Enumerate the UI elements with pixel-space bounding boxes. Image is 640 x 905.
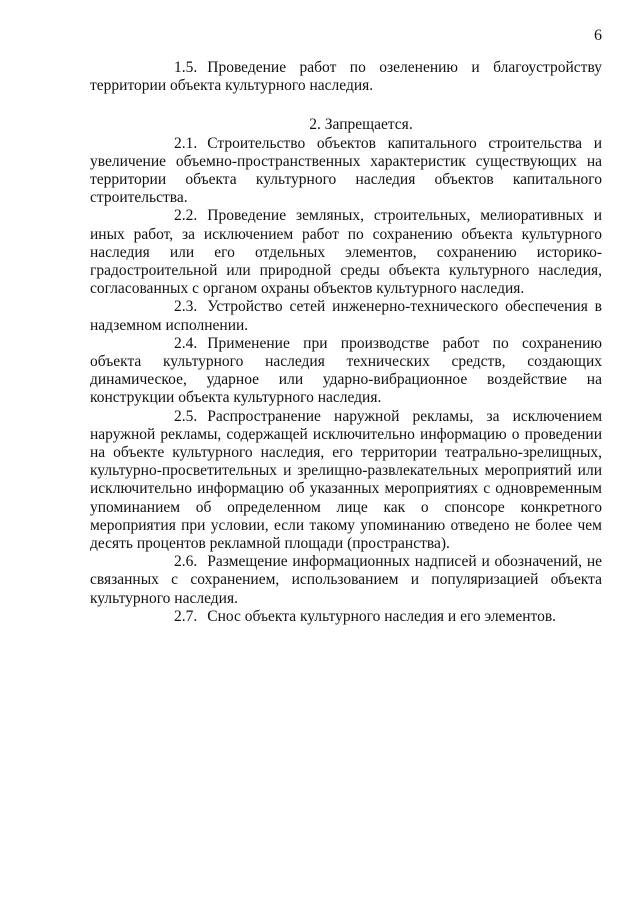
- clause-number: 2.4.: [174, 334, 198, 352]
- clause-2-6: [90, 553, 602, 608]
- clause-number: 2.7.: [174, 607, 198, 625]
- clause-text: Распространение наружной рекламы, за исключением наружной рекламы, содержащей исключительно информацию о проведении на объекте культурного наследия, его территории театрально-зрелищных, культурно-просветительных и зрелищно-развлекательных мероприятий или исключительно информацию об указанных мероприятиях с одновременным упоминанием об определенном лице как о спонсоре конкретного мероприятия при условии, если такому упоминанию отведено не более чем десять процентов рекламной площади (пространства).: [90, 407, 602, 553]
- clause-2-3: [90, 298, 602, 334]
- clause-text: Проведение земляных, строительных, мелиоративных и иных работ, за исключением работ по сохранению объекта культурного наследия или его отдельных элементов, сохранению историко-градостроительной или природной среды объекта культурного наследия, согласованных с органом охраны объектов культурного наследия.: [90, 207, 602, 298]
- page-number: 6: [594, 27, 602, 44]
- clause-1-5: [90, 59, 602, 95]
- clause-number: 2.6.: [174, 553, 198, 571]
- clause-number: 1.5.: [174, 59, 198, 76]
- clause-number: 2.1.: [174, 134, 198, 152]
- clause-number: 2.3.: [174, 298, 198, 316]
- clause-2-7: [90, 608, 602, 626]
- clause-2-5: [90, 408, 602, 554]
- document-body: [90, 59, 602, 626]
- clause-text: Строительство объектов капитального строительства и увеличение объемно-пространственных характеристик существующих на территории объекта культурного наследия объектов капитального строительства.: [90, 134, 602, 207]
- clause-2-1: [90, 135, 602, 208]
- clause-2-4: [90, 335, 602, 408]
- clause-text: Проведение работ по озеленению и благоустройству территории объекта культурного наследия.: [90, 59, 602, 95]
- section-heading: 2. Запрещается.: [309, 116, 413, 134]
- clause-text: Устройство сетей инженерно-технического обеспечения в надземном исполнении.: [90, 298, 602, 334]
- clause-text: Размещение информационных надписей и обозначений, не связанных с сохранением, использованием и популяризацией объекта культурного наследия.: [90, 553, 602, 607]
- clause-number: 2.5.: [174, 407, 198, 425]
- clause-2-2: [90, 207, 602, 298]
- clause-number: 2.2.: [174, 207, 198, 225]
- clause-text: Применение при производстве работ по сохранению объекта культурного наследия технических средств, создающих динамическое, ударное или ударно-вибрационное воздействие на конструкции объекта культурного наследия.: [90, 334, 602, 407]
- clause-text: Снос объекта культурного наследия и его элементов.: [207, 607, 557, 625]
